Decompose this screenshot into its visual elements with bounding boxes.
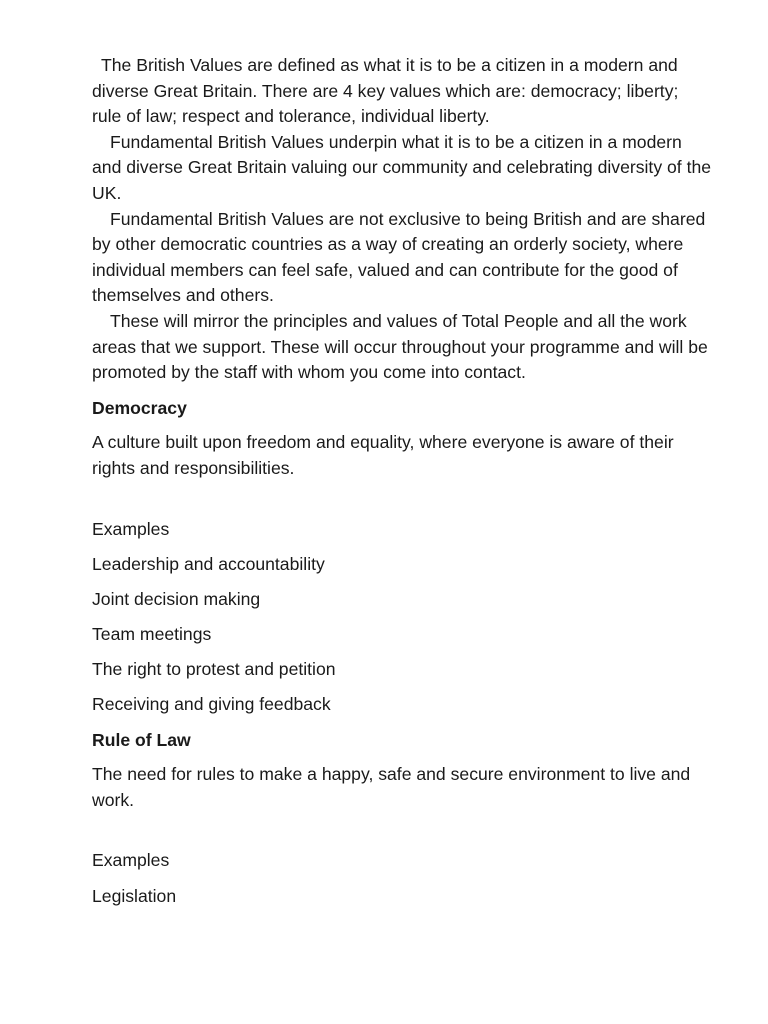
- intro-paragraph: Fundamental British Values are not exclusive to being British and are shared by other democratic countries as a way of creating an orderly society, where individual members can feel safe, valued and can contribute for the good of themselves and others.: [92, 208, 706, 306]
- intro-paragraph: Fundamental British Values underpin what it is to be a citizen in a modern and diverse Great Britain valuing our community and celebrating diversity of the UK.: [92, 131, 712, 203]
- section-rule-of-law: [92, 728, 712, 910]
- example-item: Team meetings: [92, 624, 212, 645]
- document-page: [92, 53, 712, 909]
- examples-label: Examples: [92, 518, 170, 539]
- example-item: Legislation: [92, 885, 177, 906]
- intro-paragraph: These will mirror the principles and values of Total People and all the work areas that we support. These will occur throughout your programme and will be promoted by the staff with whom you come into contact.: [92, 310, 708, 383]
- blank-line: [92, 482, 712, 508]
- example-item: The right to protest and petition: [92, 659, 336, 680]
- section-democracy: [92, 396, 712, 718]
- blank-line: [92, 813, 712, 839]
- section-description: The need for rules to make a happy, safe and secure environment to live and work.: [92, 764, 691, 810]
- intro-text: [92, 53, 712, 386]
- example-item: Joint decision making: [92, 588, 261, 609]
- section-heading: Rule of Law: [92, 729, 191, 750]
- examples-label: Examples: [92, 850, 170, 871]
- section-heading: Democracy: [92, 397, 187, 418]
- section-description: A culture built upon freedom and equality, where everyone is aware of their rights and responsibilities.: [92, 432, 674, 478]
- example-item: Receiving and giving feedback: [92, 694, 331, 715]
- example-item: Leadership and accountability: [92, 553, 325, 574]
- intro-paragraph: The British Values are defined as what it is to be a citizen in a modern and diverse Great Britain. There are 4 key values which are: democracy; liberty; rule of law; respect and tolerance, individual liberty.: [92, 55, 679, 127]
